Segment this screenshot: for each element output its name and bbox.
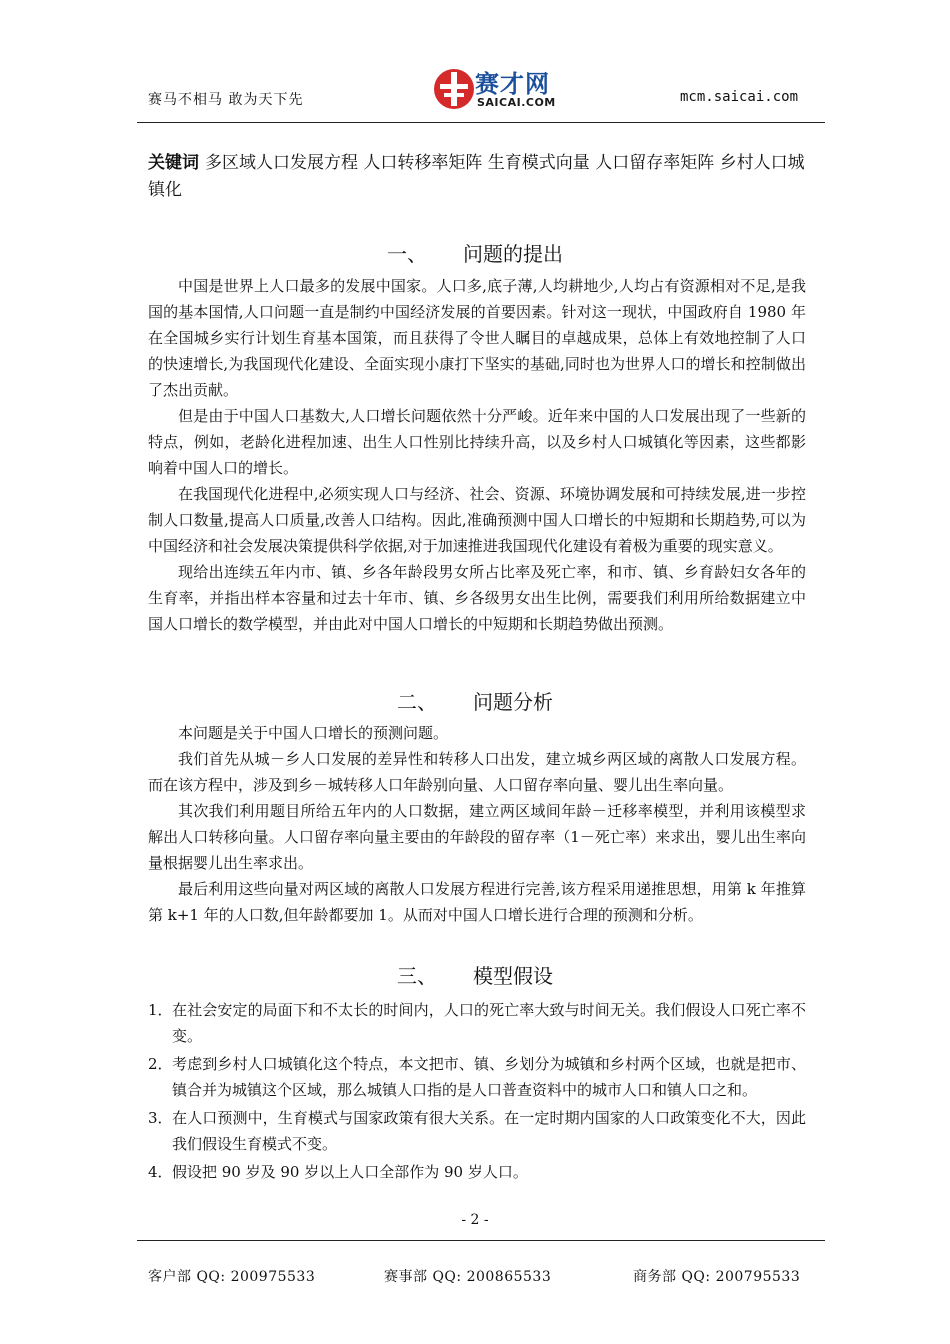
list-text: 考虑到乡村人口城镇化这个特点，本文把市、镇、乡划分为城镇和乡村两个区域，也就是把市、镇合并为城镇这个区域，那么城镇人口指的是人口普查资料中的城市人口和镇人口之和。 — [172, 1055, 806, 1099]
list-item — [148, 1051, 806, 1103]
header-divider — [137, 122, 825, 123]
section-number: 一、 — [387, 242, 427, 266]
section-heading-3 — [0, 960, 950, 989]
section-title: 问题的提出 — [463, 242, 563, 266]
assumption-list — [148, 997, 806, 1187]
paragraph: 中国是世界上人口最多的发展中国家。人口多,底子薄,人均耕地少,人均占有资源相对不足,是我国的基本国情,人口问题一直是制约中国经济发展的首要因素。针对这一现状，中国政府自 1980 年在全国城乡实行计划生育基本国策，而且获得了令世人瞩目的卓越成果，总体上有效地控制了人口的快速增长,为我国现代化建设、全面实现小康打下坚实的基础,同时也为世界人口的增长和控制做出了杰出贡献。 — [148, 277, 806, 399]
list-number: 4． — [148, 1163, 173, 1181]
keywords-block — [148, 150, 808, 204]
logo-english-text: SAICAI.COM — [477, 96, 556, 109]
logo-cross-horizontal — [440, 84, 468, 89]
paragraph: 在我国现代化进程中,必须实现人口与经济、社会、资源、环境协调发展和可持续发展,进一步控制人口数量,提高人口质量,改善人口结构。因此,准确预测中国人口增长的中短期和长期趋势,可以为中国经济和社会发展决策提供科学依据,对于加速推进我国现代化建设有着极为重要的现实意义。 — [148, 485, 806, 555]
list-text: 在人口预测中，生育模式与国家政策有很大关系。在一定时期内国家的人口政策变化不大，因此我们假设生育模式不变。 — [172, 1109, 806, 1153]
logo-cross-lower — [444, 93, 464, 97]
page-number: - 2 - — [461, 1212, 489, 1228]
paragraph: 但是由于中国人口基数大,人口增长问题依然十分严峻。近年来中国的人口发展出现了一些新的特点，例如，老龄化进程加速、出生人口性别比持续升高，以及乡村人口城镇化等因素，这些都影响着中国人口的增长。 — [148, 407, 806, 477]
section-1-body — [148, 273, 806, 637]
section-heading-2 — [0, 686, 950, 715]
paragraph: 本问题是关于中国人口增长的预测问题。 — [178, 724, 449, 742]
footer-event-qq: 赛事部 QQ: 200865533 — [384, 1269, 552, 1285]
keywords-label: 关键词 — [148, 153, 199, 173]
footer-business-qq: 商务部 QQ: 200795533 — [633, 1269, 801, 1285]
paragraph: 最后利用这些向量对两区域的离散人口发展方程进行完善,该方程采用递推思想，用第 k 年推算第 k+1 年的人口数,但年龄都要加 1。从而对中国人口增长进行合理的预测和分析。 — [148, 880, 806, 924]
keywords-text: 多区域人口发展方程 人口转移率矩阵 生育模式向量 人口留存率矩阵 乡村人口城镇化 — [148, 153, 805, 200]
logo-chinese-text: 赛才网 — [475, 70, 550, 98]
list-item — [148, 997, 806, 1049]
section-number: 二、 — [397, 690, 437, 714]
footer-divider — [137, 1240, 825, 1241]
list-text: 假设把 90 岁及 90 岁以上人口全部作为 90 岁人口。 — [172, 1163, 528, 1181]
list-number: 2． — [148, 1055, 173, 1073]
header-site-url[interactable]: mcm.saicai.com — [680, 89, 799, 105]
list-item — [148, 1105, 806, 1157]
list-number: 1． — [148, 1001, 173, 1019]
section-heading-1 — [0, 238, 950, 267]
list-number: 3． — [148, 1109, 173, 1127]
section-title: 问题分析 — [473, 690, 553, 714]
section-title: 模型假设 — [473, 964, 553, 988]
section-number: 三、 — [397, 964, 437, 988]
paragraph: 其次我们利用题目所给五年内的人口数据，建立两区域间年龄－迁移率模型，并利用该模型求解出人口转移向量。人口留存率向量主要由的年龄段的留存率（1－死亡率）来求出，婴儿出生率向量根据婴儿出生率求出。 — [148, 802, 806, 872]
paragraph: 现给出连续五年内市、镇、乡各年龄段男女所占比率及死亡率，和市、镇、乡育龄妇女各年的生育率，并指出样本容量和过去十年市、镇、乡各级男女出生比例，需要我们利用所给数据建立中国人口增长的数学模型，并由此对中国人口增长的中短期和长期趋势做出预测。 — [148, 563, 806, 633]
paragraph: 我们首先从城－乡人口发展的差异性和转移人口出发，建立城乡两区域的离散人口发展方程。而在该方程中，涉及到乡－城转移人口年龄别向量、人口留存率向量、婴儿出生率向量。 — [148, 750, 806, 794]
section-2-body — [148, 720, 806, 928]
header-slogan: 赛马不相马 敢为天下先 — [148, 92, 304, 108]
list-item — [148, 1159, 806, 1185]
list-text: 在社会安定的局面下和不太长的时间内，人口的死亡率大致与时间无关。我们假设人口死亡率不变。 — [172, 1001, 806, 1045]
footer-client-qq: 客户部 QQ: 200975533 — [148, 1269, 316, 1285]
